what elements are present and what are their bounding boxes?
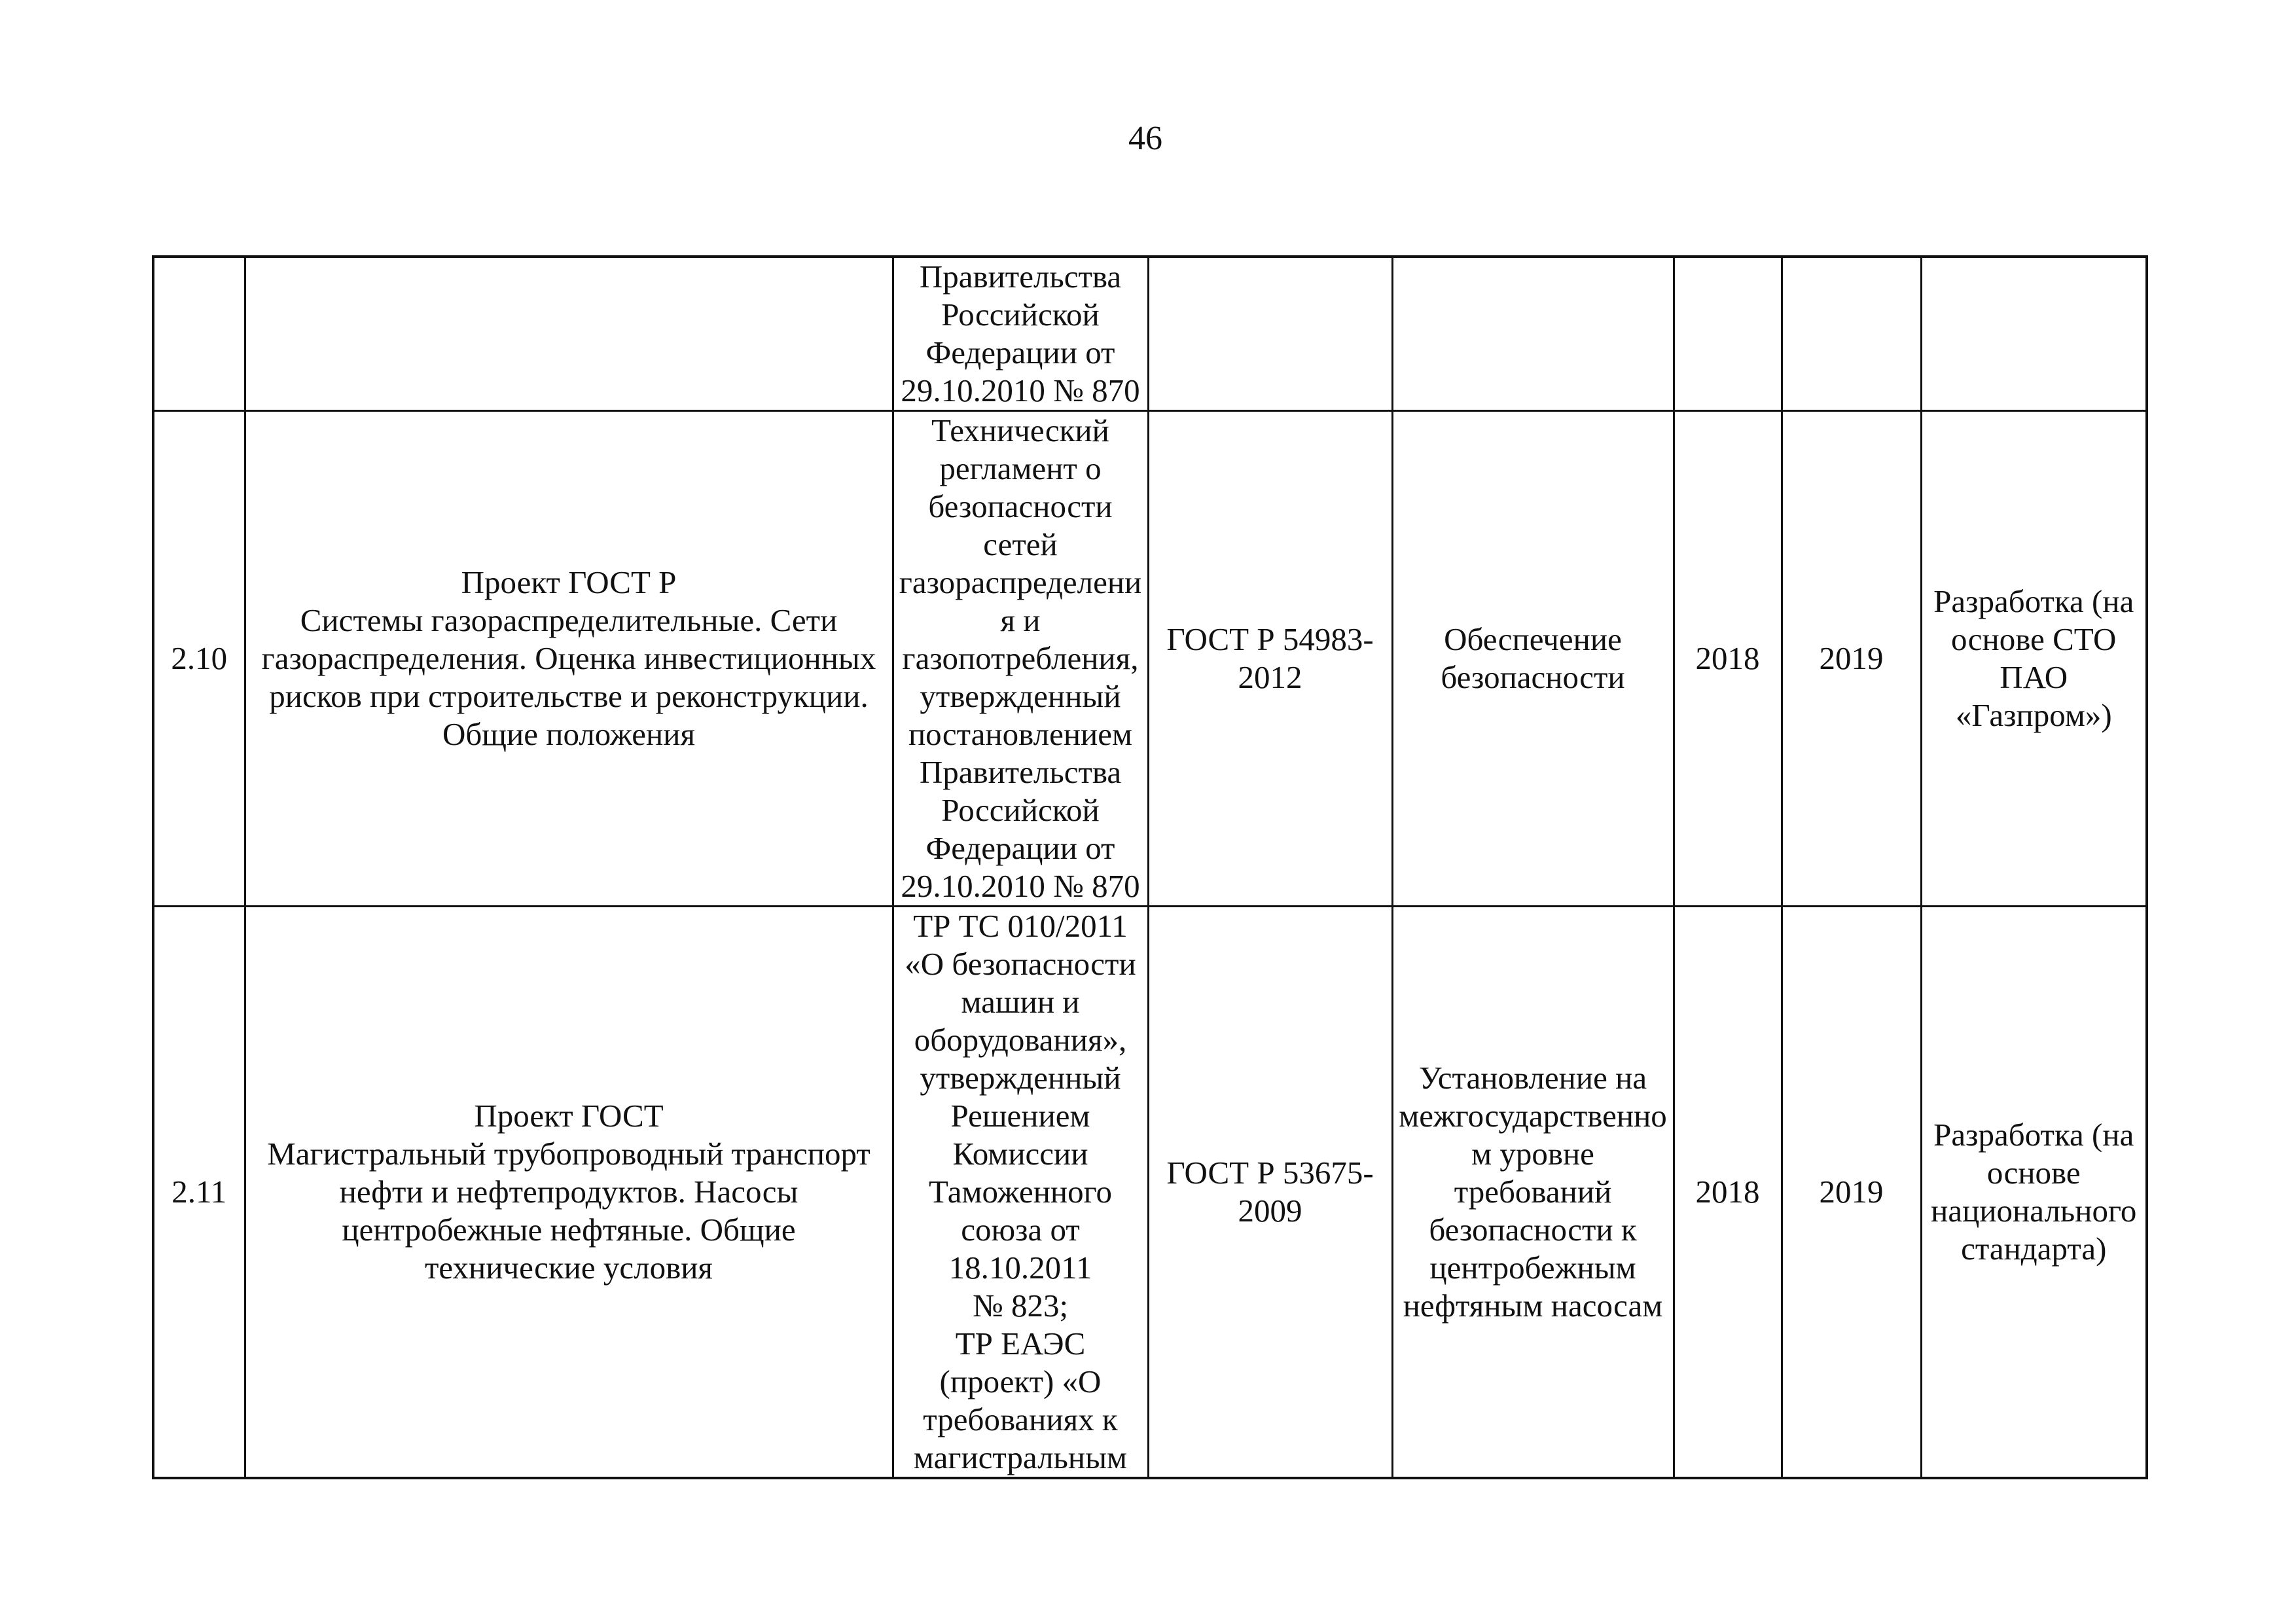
standard-line: 2012 [1238, 659, 1302, 695]
regulation-line: союза от [961, 1212, 1080, 1248]
purpose-cell [1392, 907, 1674, 1479]
regulation-line: № 823; [972, 1288, 1069, 1324]
standard-cell [1148, 257, 1392, 411]
regulation-line: машин и [961, 984, 1080, 1020]
row-number-cell: 2.10 [153, 411, 245, 907]
regulation-line: сетей [983, 526, 1058, 562]
title-line: технические условия [425, 1250, 713, 1286]
regulation-line: магистральным [913, 1439, 1128, 1475]
end-year-cell [1782, 257, 1921, 411]
note-line: стандарта) [1961, 1231, 2107, 1267]
standard-line: 2009 [1238, 1193, 1302, 1229]
purpose-line: Установление на [1418, 1060, 1647, 1096]
page-number: 46 [1128, 120, 1162, 157]
purpose-line: центробежным [1429, 1250, 1636, 1286]
title-line: Общие положения [442, 716, 696, 752]
regulation-line: Федерации от [925, 830, 1115, 866]
note-line: основе СТО [1951, 621, 2117, 657]
purpose-line: Обеспечение [1444, 621, 1622, 657]
purpose-line: нефтяным насосам [1403, 1288, 1663, 1324]
start-year-cell: 2018 [1674, 411, 1782, 907]
regulation-line: Федерации от [925, 334, 1115, 370]
standards-program-table [152, 255, 2148, 1479]
note-line: Разработка (на [1933, 583, 2134, 619]
regulation-line: безопасности [928, 488, 1113, 524]
regulation-line: 29.10.2010 № 870 [901, 372, 1140, 408]
regulation-line: ТР ЕАЭС [955, 1326, 1086, 1362]
regulation-line: утвержденный [920, 678, 1121, 714]
purpose-line: межгосударственно [1399, 1098, 1667, 1134]
title-line: Системы газораспределительные. Сети [300, 602, 838, 638]
regulation-line: регламент о [939, 450, 1102, 486]
purpose-line: требований [1454, 1174, 1612, 1210]
regulation-line: Таможенного [928, 1174, 1113, 1210]
title-line: Проект ГОСТ Р [461, 564, 677, 600]
table-row [153, 411, 2147, 907]
document-title-cell [245, 257, 893, 411]
standard-line: ГОСТ Р 53675- [1166, 1155, 1374, 1191]
regulation-line: постановлением [908, 716, 1133, 752]
purpose-line: безопасности к [1429, 1212, 1637, 1248]
start-year-cell [1674, 257, 1782, 411]
start-year-cell: 2018 [1674, 907, 1782, 1479]
regulation-line: Правительства [919, 259, 1122, 295]
regulation-cell [893, 257, 1148, 411]
purpose-cell [1392, 411, 1674, 907]
note-line: Разработка (на [1933, 1117, 2134, 1153]
regulation-line: ТР ТС 010/2011 [913, 908, 1128, 944]
standard-line: ГОСТ Р 54983- [1166, 621, 1374, 657]
regulation-line: «О безопасности [905, 946, 1136, 982]
standard-cell [1148, 411, 1392, 907]
regulation-line: Российской [941, 792, 1100, 828]
standard-cell [1148, 907, 1392, 1479]
table-row [153, 257, 2147, 411]
note-cell [1921, 257, 2147, 411]
regulation-line: требованиях к [923, 1401, 1118, 1437]
title-line: рисков при строительстве и реконструкции. [269, 678, 869, 714]
regulation-line: газораспределени [899, 564, 1142, 600]
note-line: ПАО [2000, 659, 2068, 695]
regulation-line: оборудования», [914, 1022, 1127, 1058]
regulation-line: Российской [941, 297, 1100, 333]
note-line: национального [1931, 1193, 2137, 1229]
note-line: «Газпром») [1955, 697, 2112, 733]
regulation-line: 18.10.2011 [948, 1250, 1092, 1286]
end-year-cell: 2019 [1782, 907, 1921, 1479]
regulation-line: я и [1000, 602, 1041, 638]
regulation-line: Правительства [919, 754, 1122, 790]
purpose-cell [1392, 257, 1674, 411]
note-line: основе [1986, 1155, 2081, 1191]
purpose-line: м уровне [1471, 1136, 1594, 1172]
purpose-line: безопасности [1441, 659, 1625, 695]
regulation-line: Технический [931, 412, 1109, 448]
regulation-line: Решением [950, 1098, 1090, 1134]
row-number-cell [153, 257, 245, 411]
table-row [153, 907, 2147, 1479]
title-line: Магистральный трубопроводный транспорт [267, 1136, 870, 1172]
regulation-line: 29.10.2010 № 870 [901, 868, 1140, 904]
row-number-cell: 2.11 [153, 907, 245, 1479]
note-cell [1921, 907, 2147, 1479]
title-line: Проект ГОСТ [474, 1098, 664, 1134]
regulation-cell [893, 907, 1148, 1479]
title-line: нефти и нефтепродуктов. Насосы [339, 1174, 798, 1210]
regulation-line: газопотребления, [902, 640, 1139, 676]
regulation-line: утвержденный [920, 1060, 1121, 1096]
regulation-line: (проект) «О [939, 1363, 1102, 1399]
note-cell [1921, 411, 2147, 907]
title-line: центробежные нефтяные. Общие [342, 1212, 796, 1248]
document-title-cell [245, 411, 893, 907]
title-line: газораспределения. Оценка инвестиционных [261, 640, 876, 676]
document-title-cell [245, 907, 893, 1479]
end-year-cell: 2019 [1782, 411, 1921, 907]
regulation-line: Комиссии [952, 1136, 1088, 1172]
regulation-cell [893, 411, 1148, 907]
